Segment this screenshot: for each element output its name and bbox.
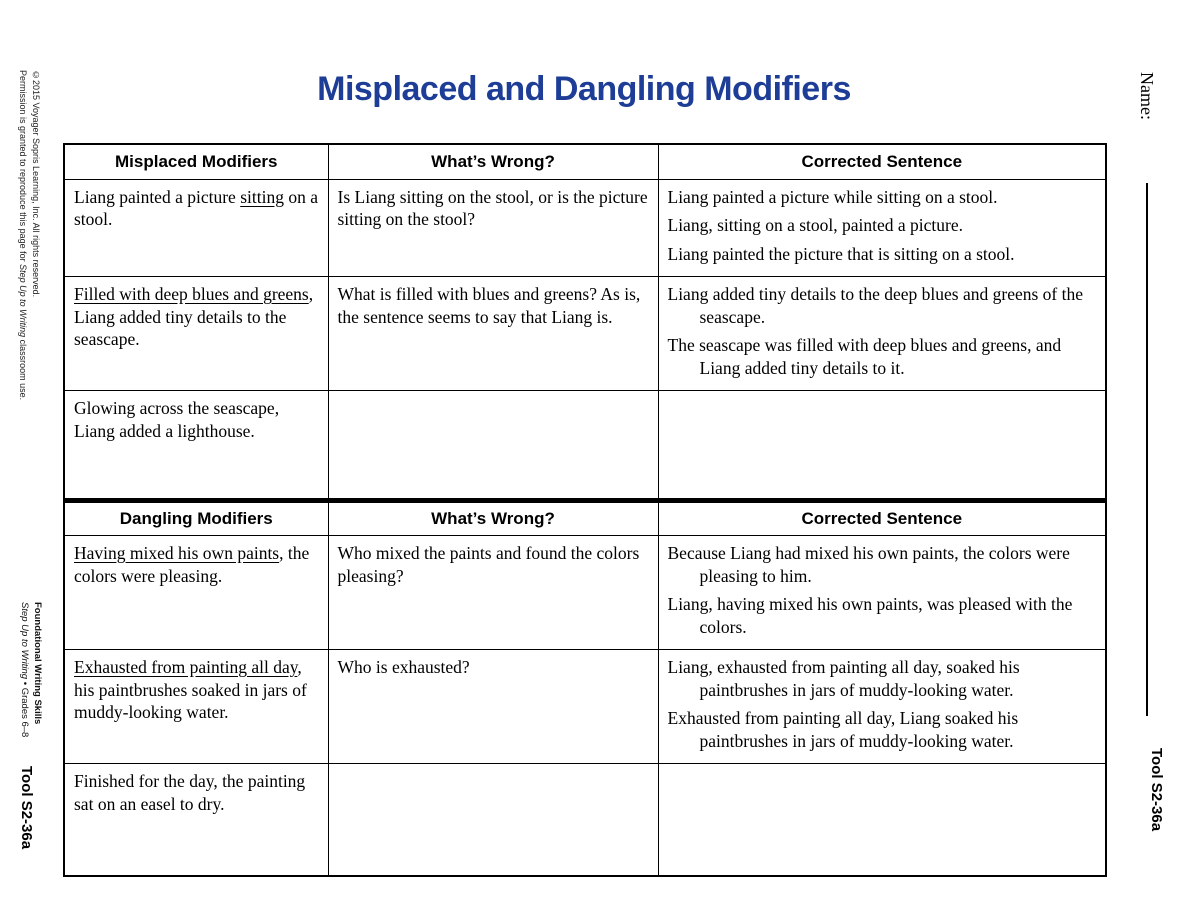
table-row	[64, 763, 1106, 876]
problem-cell: Glowing across the seascape, Liang added a lighthouse.	[64, 390, 328, 500]
copyright-line-1: ©2015 Voyager Sopris Learning, Inc. All rights reserved.	[31, 70, 41, 298]
problem-cell: Finished for the day, the painting sat on an easel to dry.	[64, 763, 328, 876]
dangling-header-row	[64, 500, 1106, 535]
series-credit	[18, 602, 44, 737]
column-header-whats-wrong: What’s Wrong?	[328, 500, 658, 535]
problem-cell: Liang painted a picture sitting on a stool.	[64, 179, 328, 276]
corrected-sentence: The seascape was filled with deep blues and greens, and Liang added tiny details to it.	[667, 335, 1062, 378]
modifiers-table	[63, 143, 1107, 877]
name-label: Name:	[1137, 72, 1157, 120]
whats-wrong-cell: What is filled with blues and greens? As is, the sentence seems to say that Liang is.	[328, 276, 658, 390]
column-header-misplaced: Misplaced Modifiers	[64, 144, 328, 179]
name-blank-line	[1146, 183, 1148, 716]
table-row	[64, 390, 1106, 500]
series-subtitle: Step Up to Writing • Grades 6–8	[19, 602, 30, 738]
corrected-cell	[658, 179, 1106, 276]
table-row	[64, 649, 1106, 763]
whats-wrong-cell	[328, 390, 658, 500]
corrected-sentence: Liang, sitting on a stool, painted a picture.	[667, 215, 963, 236]
corrected-cell	[658, 535, 1106, 649]
problem-cell: Filled with deep blues and greens, Liang added tiny details to the seascape.	[64, 276, 328, 390]
corrected-sentence: Liang painted a picture while sitting on a stool.	[667, 186, 998, 207]
copyright-line-2: Permission is granted to reproduce this page for Step Up to Writing classroom use.	[18, 70, 28, 401]
corrected-sentence: Liang, having mixed his own paints, was pleased with the colors.	[667, 594, 1073, 637]
corrected-sentence: Because Liang had mixed his own paints, the colors were pleasing to him.	[667, 542, 1070, 586]
table-row	[64, 535, 1106, 649]
column-header-whats-wrong: What’s Wrong?	[328, 144, 658, 179]
corrected-cell	[658, 763, 1106, 876]
whats-wrong-cell: Who mixed the paints and found the colors pleasing?	[328, 535, 658, 649]
column-header-corrected: Corrected Sentence	[658, 500, 1106, 535]
tool-id-left: Tool S2-36a	[18, 766, 35, 850]
corrected-sentence: Liang added tiny details to the deep blues and greens of the seascape.	[667, 283, 1083, 327]
column-header-corrected: Corrected Sentence	[658, 144, 1106, 179]
whats-wrong-cell	[328, 763, 658, 876]
misplaced-header-row	[64, 144, 1106, 179]
series-title: Foundational Writing Skills	[32, 602, 43, 725]
whats-wrong-cell: Is Liang sitting on the stool, or is the picture sitting on the stool?	[328, 179, 658, 276]
page-title: Misplaced and Dangling Modifiers	[317, 70, 851, 108]
corrected-sentence: Liang painted the picture that is sitting on a stool.	[667, 244, 1015, 264]
whats-wrong-cell: Who is exhausted?	[328, 649, 658, 763]
tool-id-right: Tool S2-36a	[1148, 748, 1165, 832]
column-header-dangling: Dangling Modifiers	[64, 500, 328, 535]
problem-cell: Having mixed his own paints, the colors were pleasing.	[64, 535, 328, 649]
table-row	[64, 179, 1106, 276]
corrected-cell	[658, 390, 1106, 500]
table-row	[64, 276, 1106, 390]
corrected-sentence: Liang, exhausted from painting all day, soaked his paintbrushes in jars of muddy-looking water.	[667, 656, 1020, 700]
copyright-notice	[16, 70, 42, 400]
corrected-sentence: Exhausted from painting all day, Liang soaked his paintbrushes in jars of muddy-looking water.	[667, 708, 1019, 751]
corrected-cell	[658, 649, 1106, 763]
problem-cell: Exhausted from painting all day, his paintbrushes soaked in jars of muddy-looking water.	[64, 649, 328, 763]
corrected-cell	[658, 276, 1106, 390]
